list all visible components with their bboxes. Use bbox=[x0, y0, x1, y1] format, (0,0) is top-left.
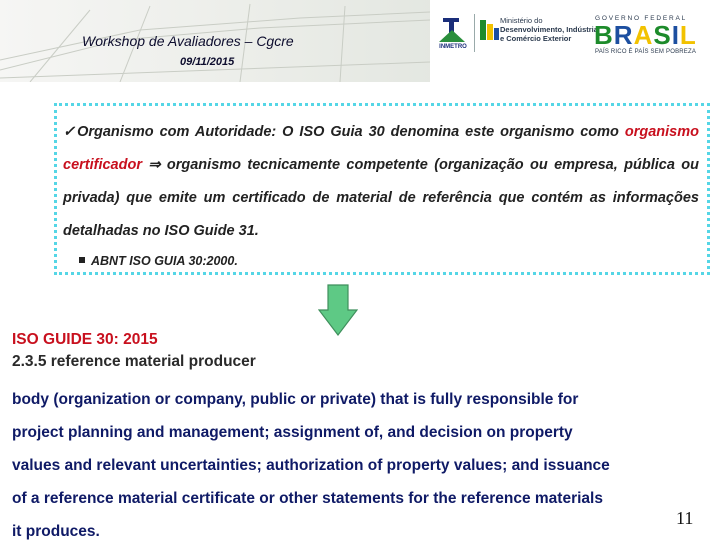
iso-guide-definition bbox=[12, 383, 717, 540]
down-arrow-icon bbox=[318, 284, 358, 336]
iso-guide-title: ISO GUIDE 30: 2015 bbox=[12, 331, 158, 348]
inmetro-caption: INMETRO bbox=[439, 44, 467, 50]
definition-line: of a reference material certificate or other statements for the reference materials bbox=[12, 490, 603, 507]
government-label: GOVERNO FEDERAL bbox=[595, 15, 688, 22]
ministry-line: e Comércio Exterior bbox=[500, 34, 572, 43]
reference-text: ABNT ISO GUIA 30:2000. bbox=[91, 254, 238, 268]
workshop-date: 09/11/2015 bbox=[180, 56, 235, 68]
slide-header bbox=[0, 0, 720, 82]
iso-guide-subtitle: 2.3.5 reference material producer bbox=[12, 353, 256, 370]
implies-arrow-icon: ⇒ bbox=[148, 157, 161, 173]
square-bullet-icon bbox=[79, 257, 85, 263]
reference-bullet bbox=[79, 254, 238, 268]
definition-line: body (organization or company, public or private) that is fully responsible for bbox=[12, 391, 579, 408]
check-mark-icon: ✓ bbox=[63, 124, 78, 140]
definition-line: values and relevant uncertainties; authorization of property values; and issuance bbox=[12, 457, 610, 474]
definition-lead: Organismo com Autoridade: O ISO Guia 30 denomina este organismo como bbox=[77, 124, 619, 140]
brasil-logo bbox=[594, 22, 712, 48]
ministry-name bbox=[500, 16, 598, 43]
page-number: 11 bbox=[676, 508, 694, 528]
definition-highlight: organismo certificador bbox=[63, 124, 699, 173]
inmetro-logo-icon bbox=[435, 16, 469, 56]
definition-text bbox=[63, 116, 699, 248]
ministry-line: Ministério do bbox=[500, 16, 543, 25]
workshop-title: Workshop de Avaliadores – Cgcre bbox=[82, 33, 294, 49]
government-slogan: PAÍS RICO É PAÍS SEM POBREZA bbox=[595, 49, 697, 55]
definition-line: it produces. bbox=[12, 523, 100, 540]
ministry-line: Desenvolvimento, Indústria bbox=[500, 25, 598, 34]
logo-divider bbox=[474, 14, 475, 52]
ministry-emblem-icon bbox=[478, 16, 500, 46]
definition-rest: organismo tecnicamente competente (organização ou empresa, pública ou privada) que emite um certificado de material de referência que contém as informações detalhadas no ISO Guide 31. bbox=[63, 157, 699, 239]
brasil-wordmark: BRASIL bbox=[594, 20, 697, 50]
definition-line: project planning and management; assignment of, and decision on property bbox=[12, 424, 573, 441]
definition-box bbox=[54, 103, 710, 275]
